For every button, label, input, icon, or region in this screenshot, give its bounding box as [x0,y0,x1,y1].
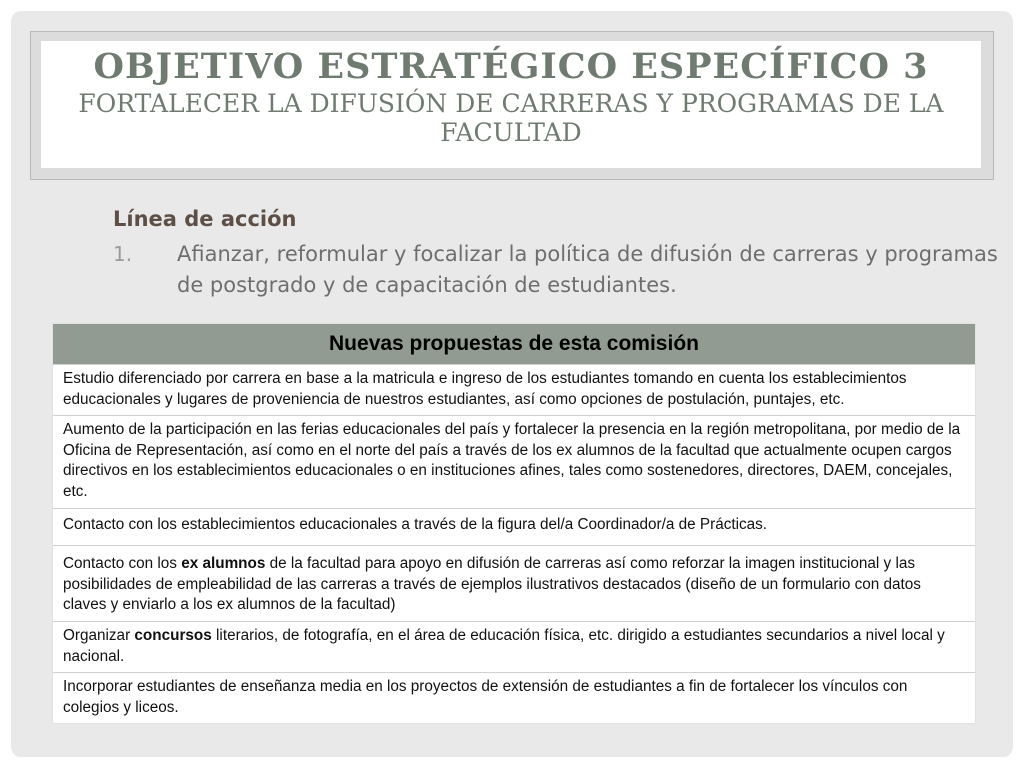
slide [11,11,1013,757]
table-header: Nuevas propuestas de esta comisión [53,324,975,364]
table-row [53,672,975,723]
row-text: Incorporar estudiantes de enseñanza media en los proyectos de extensión de estudiantes a fin de fortalecer los vínculos con colegios y liceos. [63,678,908,716]
row-text: Organizar [63,626,135,644]
row-text: Estudio diferenciado por carrera en base a la matricula e ingreso de los estudiantes tomando en cuenta los establecimientos educacionales y lugares de proveniencia de nuestros estudiantes, así como opciones de postulación, puntajes, etc. [63,370,907,408]
title-main: OBJETIVO ESTRATÉGICO ESPECÍFICO 3 [93,46,929,87]
title-box [41,41,981,168]
row-text: Contacto con los establecimientos educacionales a través de la figura del/a Coordinador/a de Prácticas. [63,515,768,533]
table-row [53,508,975,546]
title-subtitle-line-1: FORTALECER LA DIFUSIÓN DE CARRERAS Y PROGRAMAS DE LA [78,89,944,118]
action-item [113,239,1003,301]
table-row [53,545,975,621]
table-row [53,364,975,415]
title-subtitle-line-2: FACULTAD [440,118,582,147]
action-item-number: 1. [113,242,133,266]
body-text [113,205,1003,301]
row-bold-text: ex alumnos [181,555,266,573]
action-item-text: Afianzar, reformular y focalizar la política de difusión de carreras y programas de postgrado y de capacitación de estudiantes. [177,242,998,297]
table-row [53,621,975,672]
table-row [53,415,975,507]
row-text: Contacto con los [63,555,182,573]
proposals-table [52,323,976,724]
row-text-tail: literarios, de fotografía, en el área de educación física, etc. dirigido a estudiantes secundarios a nivel local y nacional. [63,626,945,665]
row-bold-text: concursos [134,626,212,644]
title-subtitle [41,89,981,147]
row-text-tail: de la facultad para apoyo en difusión de carreras así como reforzar la imagen institucional y las posibilidades de empleabilidad de las carreras a través de ejemplos ilustrativos destacados (diseño de un formulario con datos claves y enviarlo a los ex alumnos de la facultad) [63,555,921,614]
title-frame [30,31,994,180]
linea-de-accion-label: Línea de acción [113,207,297,231]
row-text: Aumento de la participación en las ferias educacionales del país y fortalecer la presencia en la región metropolitana, por medio de la Oficina de Representación, así como en el norte del país a través de los ex alumnos de la facultad que actualmente ocupen cargos directivos en los establecimientos educacionales o en instituciones afines, tales como sostenedores, directores, DAEM, concejales, etc. [63,421,961,500]
